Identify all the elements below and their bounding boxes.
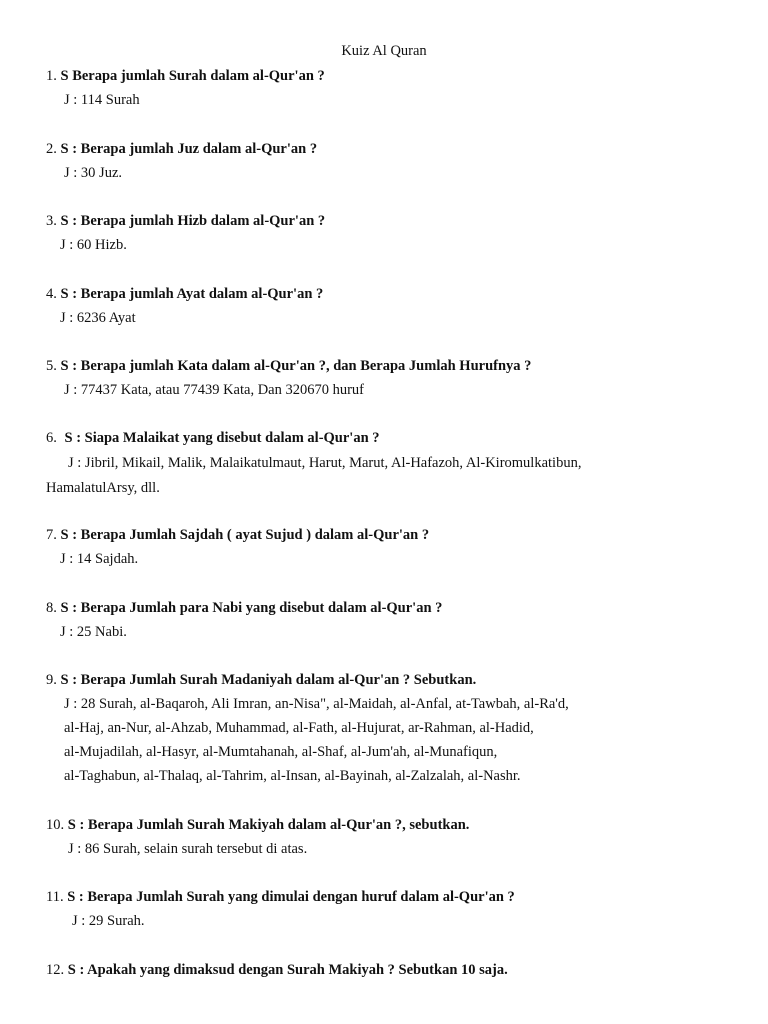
- question-text: S : Berapa Jumlah Surah Madaniyah dalam al-Qur'an ? Sebutkan.: [60, 672, 477, 688]
- answer-9-line-3: al-Mujadilah, al-Hasyr, al-Mumtahanah, al-Shaf, al-Jum'ah, al-Munafiqun,: [64, 744, 498, 760]
- question-number: 10.: [46, 817, 65, 833]
- question-3: [46, 213, 325, 230]
- question-number: 1.: [46, 68, 57, 84]
- question-text: S : Siapa Malaikat yang disebut dalam al-Qur'an ?: [64, 430, 380, 446]
- question-number: 6.: [46, 430, 57, 446]
- question-8: [46, 600, 442, 617]
- answer-6-line-2: HamalatulArsy, dll.: [46, 480, 160, 496]
- question-number: 4.: [46, 286, 57, 302]
- question-text: S : Berapa Jumlah Surah yang dimulai dengan huruf dalam al-Qur'an ?: [67, 889, 515, 905]
- question-text: S : Berapa jumlah Kata dalam al-Qur'an ?, dan Berapa Jumlah Hurufnya ?: [60, 358, 532, 374]
- question-5: [46, 358, 531, 375]
- question-text: S : Berapa jumlah Juz dalam al-Qur'an ?: [60, 141, 318, 157]
- question-number: 12.: [46, 962, 65, 978]
- question-text: S Berapa jumlah Surah dalam al-Qur'an ?: [60, 68, 325, 84]
- question-text: S : Berapa Jumlah Sajdah ( ayat Sujud ) dalam al-Qur'an ?: [60, 527, 430, 543]
- question-number: 2.: [46, 141, 57, 157]
- question-text: S : Berapa jumlah Hizb dalam al-Qur'an ?: [60, 213, 326, 229]
- answer-11-line-1: J : 29 Surah.: [72, 913, 145, 929]
- question-text: S : Berapa Jumlah Surah Makiyah dalam al-Qur'an ?, sebutkan.: [67, 817, 470, 833]
- answer-9-line-1: J : 28 Surah, al-Baqaroh, Ali Imran, an-Nisa", al-Maidah, al-Anfal, at-Tawbah, al-Ra'd,: [64, 696, 569, 712]
- answer-9-line-2: al-Haj, an-Nur, al-Ahzab, Muhammad, al-Fath, al-Hujurat, ar-Rahman, al-Hadid,: [64, 720, 534, 736]
- answer-3-line-1: J : 60 Hizb.: [60, 237, 127, 253]
- question-text: S : Apakah yang dimaksud dengan Surah Makiyah ? Sebutkan 10 saja.: [67, 962, 508, 978]
- question-4: [46, 286, 323, 303]
- question-number: 3.: [46, 213, 57, 229]
- question-number: 7.: [46, 527, 57, 543]
- question-number: 9.: [46, 672, 57, 688]
- answer-4-line-1: J : 6236 Ayat: [60, 310, 136, 326]
- page-title: Kuiz Al Quran: [341, 43, 427, 59]
- answer-5-line-1: J : 77437 Kata, atau 77439 Kata, Dan 320670 huruf: [64, 382, 365, 398]
- answer-8-line-1: J : 25 Nabi.: [60, 624, 127, 640]
- answer-9-line-4: al-Taghabun, al-Thalaq, al-Tahrim, al-Insan, al-Bayinah, al-Zalzalah, al-Nashr.: [64, 768, 521, 784]
- answer-1-line-1: J : 114 Surah: [64, 92, 140, 108]
- question-6: [46, 430, 380, 447]
- answer-10-line-1: J : 86 Surah, selain surah tersebut di atas.: [68, 841, 308, 857]
- question-number: 11.: [46, 889, 64, 905]
- question-2: [46, 141, 317, 158]
- question-number: 8.: [46, 600, 57, 616]
- question-9: [46, 672, 476, 689]
- question-text: S : Berapa jumlah Ayat dalam al-Qur'an ?: [60, 286, 324, 302]
- question-number: 5.: [46, 358, 57, 374]
- answer-7-line-1: J : 14 Sajdah.: [60, 551, 139, 567]
- question-text: S : Berapa Jumlah para Nabi yang disebut dalam al-Qur'an ?: [60, 600, 443, 616]
- question-11: [46, 889, 515, 906]
- question-12: [46, 962, 508, 979]
- answer-6-line-1: J : Jibril, Mikail, Malik, Malaikatulmaut, Harut, Marut, Al-Hafazoh, Al-Kiromulkatibun,: [68, 455, 582, 471]
- question-10: [46, 817, 469, 834]
- question-1: [46, 68, 325, 85]
- question-7: [46, 527, 429, 544]
- answer-2-line-1: J : 30 Juz.: [64, 165, 122, 181]
